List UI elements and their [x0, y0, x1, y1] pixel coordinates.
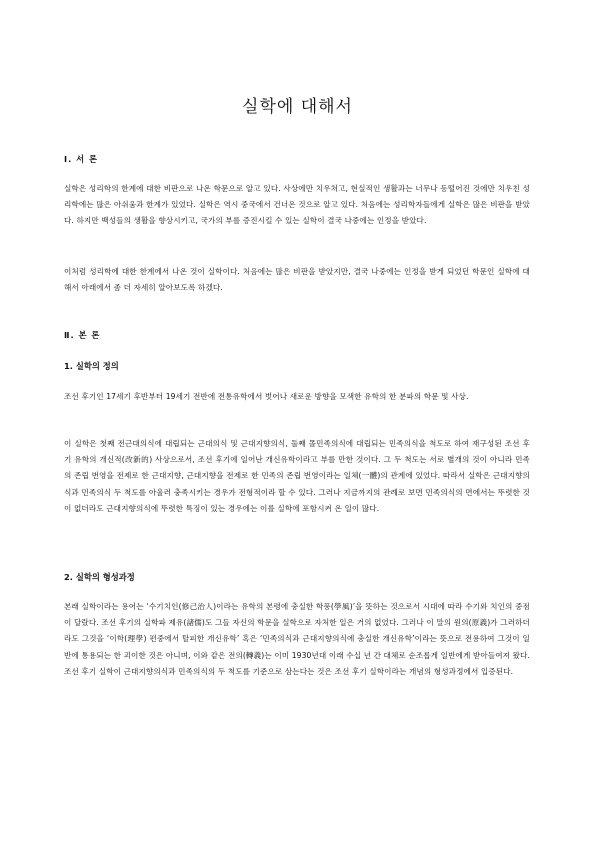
formation-paragraph-1: 본래 실학이라는 용어는 ‘수기치인(修己治人)이라는 유학의 본령에 충실한 학풍(學風)’을 뜻하는 것으로서 시대에 따라 수기와 치인의 중점이 달랐다. 조선 후기의 실학파 제유(諸儒)도 그들 자신의 학문을 실학으로 자처한 일은 거의 없었다. 그러나 이 말의 원의(原義)가 그러하더라도 그것을 ‘이학(理學) 편중에서 탈피한 개신유학’ 혹은 ‘민족의식과 근대지향의식에 충실한 개신유학’이라는 뜻으로 전용하여 그것이 일반에 통용되는 한 괴이한 것은 아니며, 이와 같은 전의(轉義)는 이미 1930년대 이래 수십 년 간 대체로 순조롭게 일반에게 받아들여져 왔다. 조선 후기 실학이 근대지향의식과 민족의식의 두 척도를 기준으로 삼는다는 것은 조선 후기 실학이라는 개념의 형성과정에서 입증된다. — [64, 602, 530, 676]
intro-paragraph-1: 실학은 성리학의 한계에 대한 비판으로 나온 학문으로 알고 있다. 사상에만 치우쳐고, 현실적인 생활과는 너무나 동떨어진 것에만 치우친 성리학에는 많은 아쉬움과 한계가 있었다. 실학은 역시 중국에서 건너온 것으로 알고 있다. 처음에는 성리학자들에게 실학은 많은 비판을 받았다. 하지만 백성들의 생활을 향상시키고, 국가의 부를 증진시킬 수 있는 실학이 결국 나중에는 인정을 받았다. — [64, 184, 530, 226]
subsection-heading-definition: 1. 실학의 정의 — [64, 361, 119, 371]
definition-paragraph-1: 조선 후기인 17세기 후반부터 19세기 전반에 전통유학에서 벗어나 새로운 방향을 모색한 유학의 한 분파의 학문 및 사상. — [64, 392, 469, 401]
page-title: 실학에 대해서 — [242, 97, 353, 117]
definition-paragraph-2: 이 실학은 첫째 전근대의식에 대립되는 근대의식 및 근대지향의식, 둘째 몰민족의식에 대립되는 민족의식을 척도로 하여 재구성된 조선 후기 유학의 개신적(改新的) 사상으로서, 조선 후기에 일어난 개신유학이라고 부를 만한 것이다. 그 두 척도는 서로 별개의 것이 아니라 민족의 존립 번영을 전제로 한 근대지향, 근대지향을 전제로 한 민족의 존립 번영이라는 일체(一體)의 관계에 있었다. 따라서 실학은 근대지향의식과 민족의식 두 척도를 아울러 충족시키는 경우가 전형적이라 할 수 있다. 그러나 지금까지의 관례로 보면 민족의식의 면에서는 뚜렷한 것이 없더라도 근대지향의식에 뚜렷한 특징이 있는 경우에는 이를 실학에 포함시켜 온 일이 많다. — [64, 439, 530, 513]
subsection-heading-formation: 2. 실학의 형성과정 — [64, 572, 135, 582]
intro-paragraph-2: 이처럼 성리학에 대한 한계에서 나온 것이 실학이다. 처음에는 많은 비판을 받았지만, 결국 나중에는 인정을 받게 되었던 학문인 실학에 대해서 아래에서 좀 더 자세히 알아보도록 하겠다. — [64, 267, 530, 293]
section-heading-introduction: Ⅰ. 서 론 — [64, 154, 99, 164]
section-heading-body: Ⅱ. 본 론 — [64, 330, 101, 340]
